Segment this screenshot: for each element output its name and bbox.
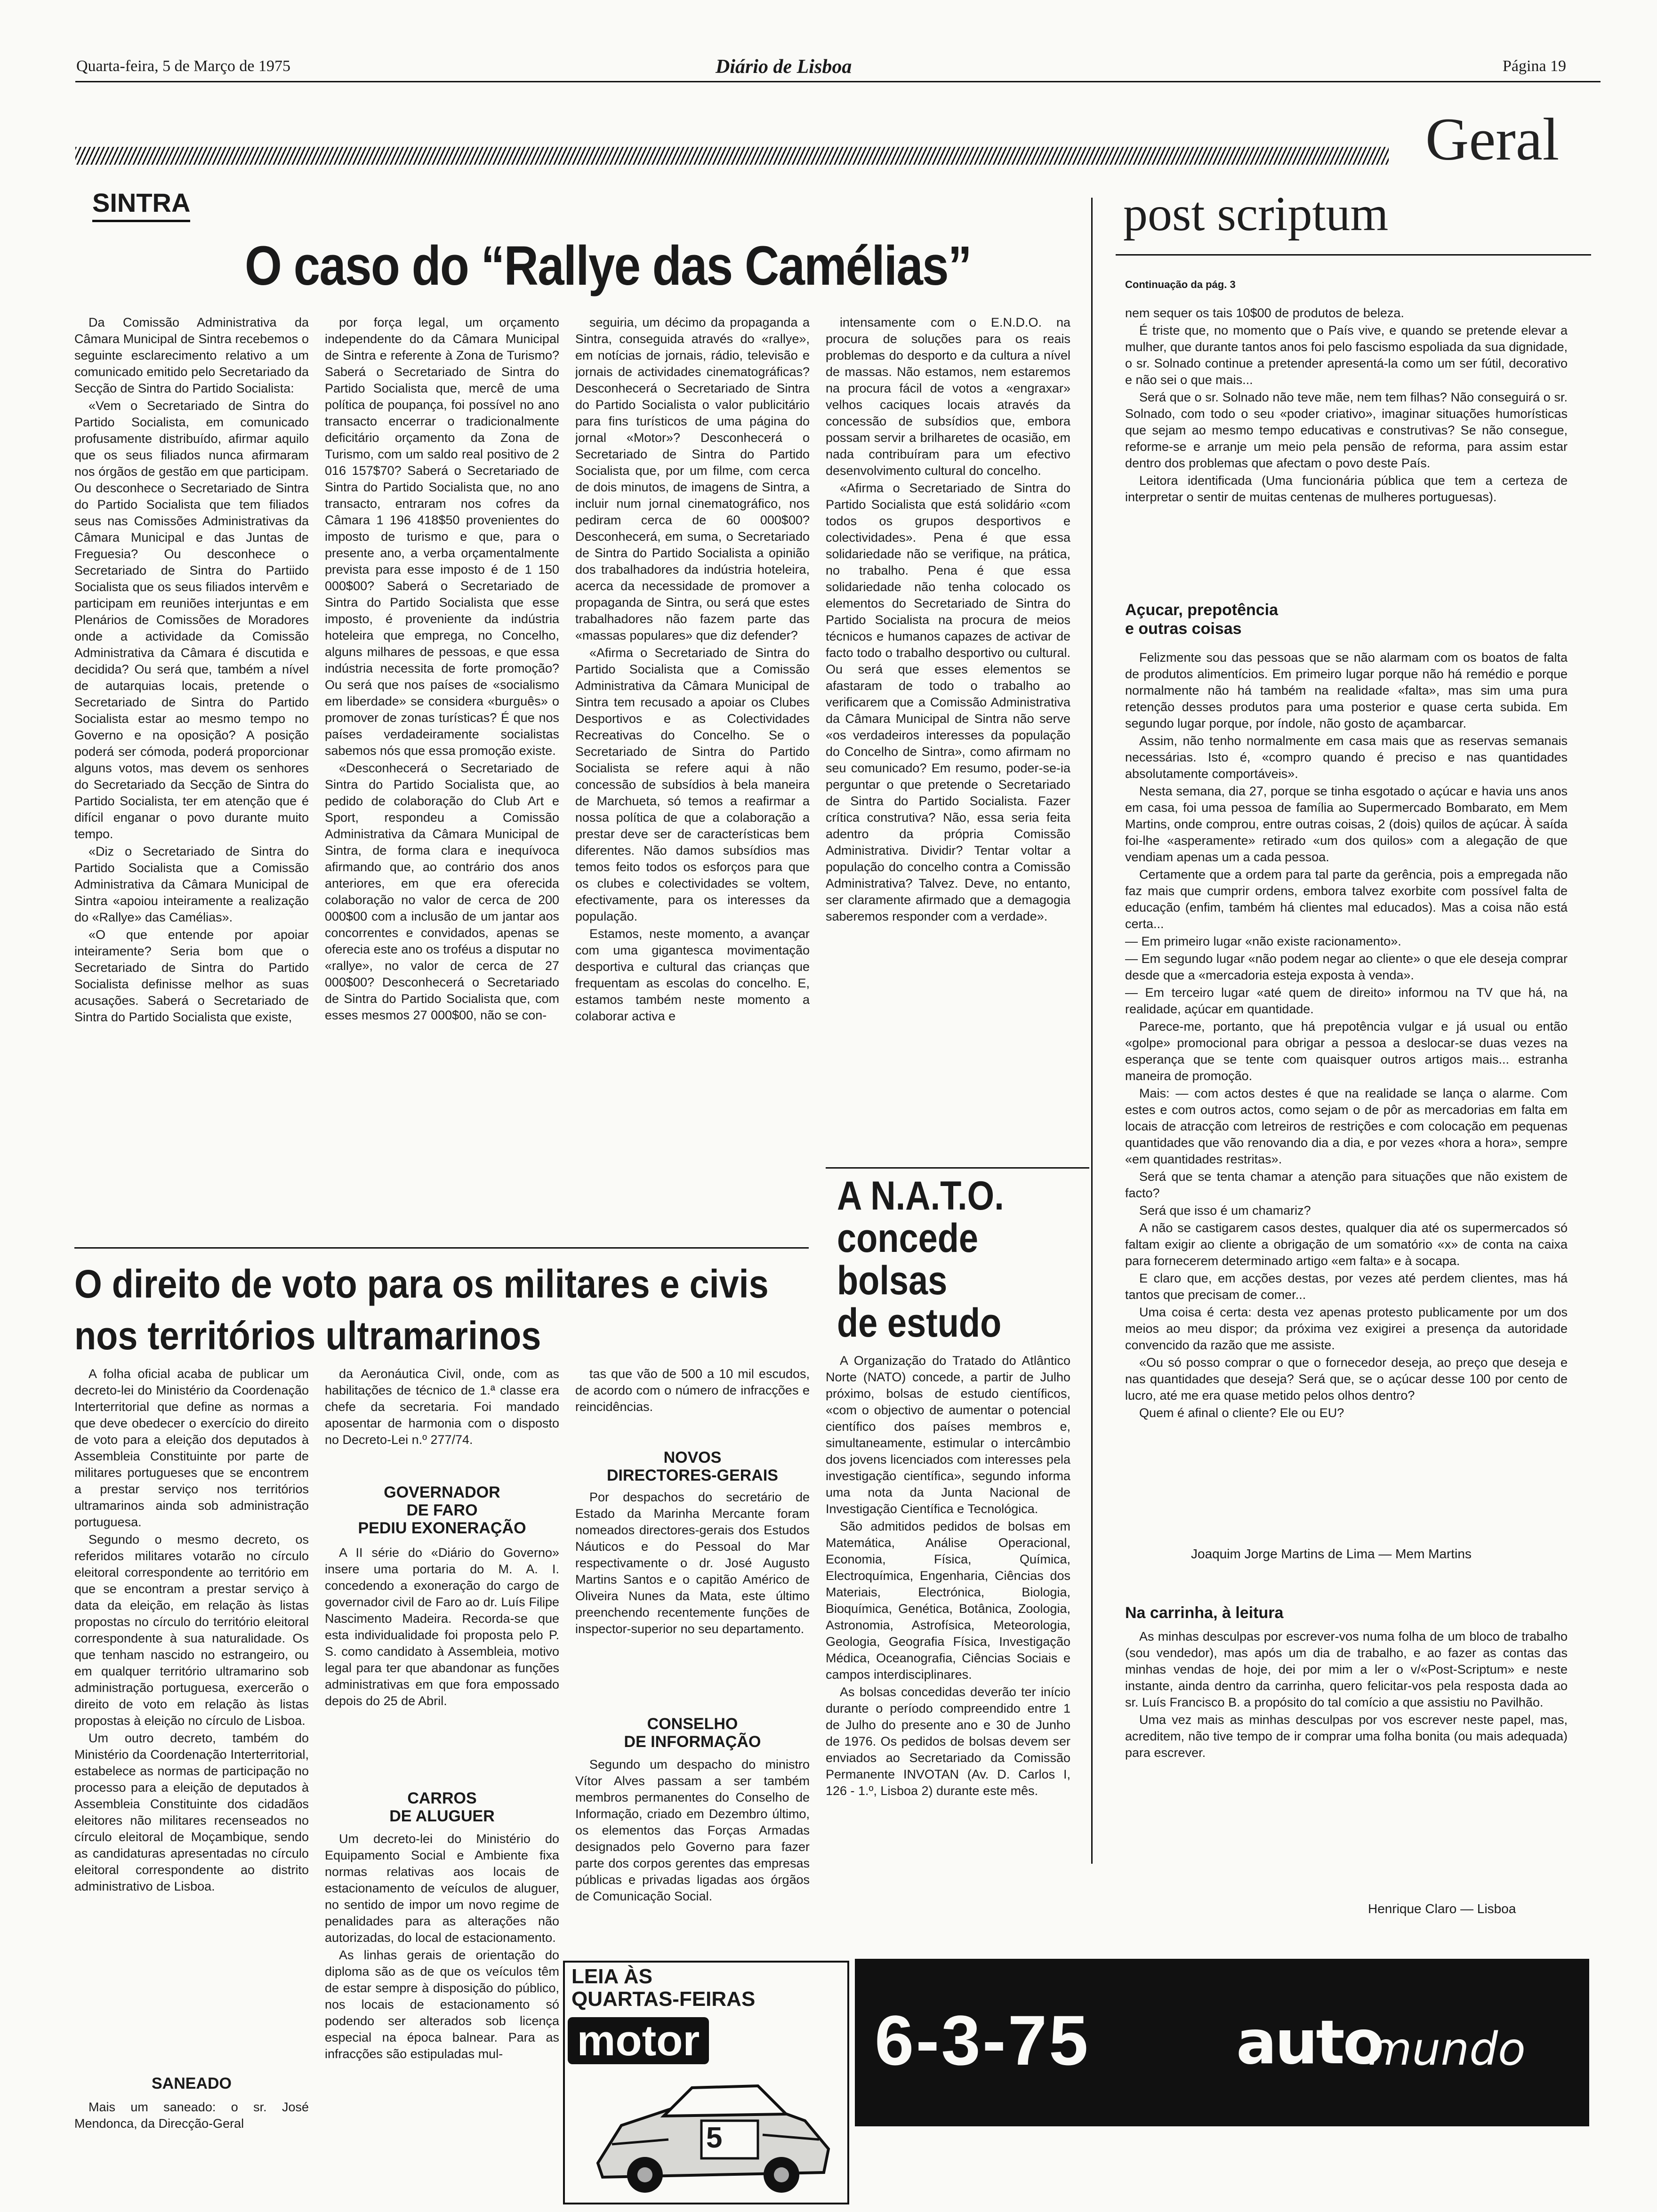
acucar-text: Felizmente sou das pessoas que se não alarmam com os boatos de falta de produtos alimentícios. Em primeiro lugar porque não há remédio e porque normalmente não há também na realidade «falta», mas sim uma pura retenção desses produtos para uma posterior e quase certa subida. Em segundo lugar porque, por índole, não gosto de açambarcar. Assim, não tenho normalmente em casa mais que as reservas semanais necessárias. Isto é, «compro quando é preciso e nas quantidades absolutamente comportáveis». Nesta semana, dia 27, porque se tinha esgotado o açúcar e havia uns anos em casa, foi uma pessoa de família ao Supermercado Bombarato, em Mem Martins, onde comprou, entre outras coisas, 2 (dois) quilos de açúcar. À saída foi-lhe «asperamente» retirado «um dos quilos» com a alegação de que vendiam apenas um a cada pessoa. Certamente que a ordem para tal parte da gerência, pois a empregada não faz mais que cumprir ordens, embora talvez exorbite com possível falta de educação (enfim, também há clientes mal educados). Mas a coisa não está certa... — Em primeiro lugar «não existe racionamento». — Em segundo lugar «não podem negar ao cliente» o que ele deseja comprar desde que a «mercadoria esteja exposta à venda». — Em terceiro lugar «até quem de direito» informou na TV que há, na realidade, açúcar em quantidade. Parece-me, portanto, que há prepotência vulgar e já usual ou então «golpe» promocional para obrigar a pessoa a deslocar-se duas vezes na esperança que se tente com quaisquer outros artigos mais... estranha maneira de promoção. Mais: — com actos destes é que na realidade se lança o alarme. Com estes e com outros actos, como sejam o de pôr as mercadorias em falta em locais de atracção com letreiros de restrições e com colocação em pequenas quantidades que vão renovando dia a dia, e por vezes «hora a hora», sempre «em quantidades restritas». Será que se tenta chamar a atenção para situações que não existem de facto? Será que isso é um chamariz? A não se castigarem casos destes, qualquer dia até os supermercados só faltam exigir ao cliente a obrigação de um somatório «x» de conta na caixa para fornecerem determinado artigo «em falta» e à socapa. E claro que, em acções destas, por vezes até perdem clientes, mas há tantos que precisam de comer... Uma coisa é certa: desta vez apenas protesto publicamente por um dos meios ao meu dispor; da próxima vez exigirei a presença da autoridade convencido da razão que me assiste. «Ou só posso comprar o que o fornecedor deseja, ao preço que deseja e nas quantidades que deseja? Será que, se o açúcar desse 100 por cento de lucro, até me era quase metido pelos olhos dentro? Quem é afinal o cliente? Ele ou EU? <box>1125 650 1568 1420</box>
car-number: 5 <box>706 2122 723 2154</box>
conselho-text: Segundo um despacho do ministro Vítor Alves passam a ser também membros permanentes do Conselho de Informação, criado em Dezembro último, os elementos das Forças Armadas designados pelo Governo para fazer parte dos corpos gerentes das empresas públicas e privadas ligadas aos órgãos de Comunicação Social. <box>575 1757 810 1903</box>
faro-text: A II série do «Diário do Governo» insere uma portaria do M. A. I. concedendo a exoneração do cargo de governador civil de Faro ao dr. Luís Filipe Nascimento Madeira. Recorda-se que esta individualidade foi proposta pelo P. S. como candidato à Assembleia, motivo legal para ter que abandonar as funções administrativas em que fora empossado depois do 25 de Abril. <box>325 1546 559 1708</box>
automundo-logo-auto: auto <box>1236 2008 1383 2078</box>
acucar-subhead: Açucar, prepotência e outras coisas <box>1125 601 1279 638</box>
saneado-subhead: SANEADO <box>151 2075 232 2092</box>
nato-text: A Organização do Tratado do Atlântico Norte (NATO) concede, a partir de Julho próximo, bolsas de estudo científicos, «com o objectivo de aumentar o potencial científico dos países membros e, simultaneamente, estimular o intercâmbio dos jovens licenciados com interesses pela investigação científica», segundo informa uma nota da Junta Nacional de Investigação Científica e Tecnológica. São admitidos pedidos de bolsas em Matemática, Análise Operacional, Economia, Física, Química, Electroquímica, Engenharia, Ciências dos Materiais, Electrónica, Biologia, Bioquímica, Genética, Botânica, Zoologia, Astronomia, Astrofísica, Meteorologia, Geologia, Geografia Física, Investigação Médica, Oceanografia, Ciências Sociais e campos interdisciplinares. As bolsas concedidas deverão ter início durante o período compreendido entre 1 de Julho do presente ano e 30 de Junho de 1976. Os pedidos de bolsas devem ser enviados ao Secretariado da Comissão Permanente INVOTAN (Av. D. Carlos I, 126 - 1.º, Lisboa 2) durante este mês. <box>826 1354 1070 1798</box>
masthead-rule <box>75 81 1601 82</box>
sintra-column-4: intensamente com o E.N.D.O. na procura de soluções para os reais problemas do desporto e da cultura a nível de massas. Não estamos, nem estaremos na procura fácil de votos a «engraxar» velhos caciques locais através da concessão de subsídios que, embora possam servir a brilharetes de ocasião, em nada contribuíram para um efectivo desenvolvimento cultural do concelho. «Afirma o Secretariado de Sintra do Partido Socialista que está solidário «com todos os grupos desportivos e colectividades». Pena é que essa solidariedade não se verifique, na prática, no trabalho. Pena é que essa solidariedade não tenha colocado os elementos do Secretariado de Sintra do Partido Socialista na procura de meios técnicos e humanos capazes de activar de facto todo o trabalho desportivo ou cultural. Ou será que esses elementos se afastaram de todo o trabalho ao verificarem que a Comissão Administrativa da Câmara Municipal de Sintra não serve «os verdadeiros interesses da população do Concelho de Sintra», como afirmam no seu comunicado? Em resumo, poder-se-ia perguntar o que pretende o Secretariado de Sintra do Partido Socialista. Fazer crítica construtiva? Não, essa seria feita adentro da própria Comissão Administrativa. Dividir? Tentar voltar a população do concelho contra a Comissão Administrativa? Talvez. Deve, no entanto, ser claramente afirmado que a demagogia saberemos responder com a verdade». <box>826 315 1070 923</box>
automundo-advert <box>855 1959 1589 2126</box>
automundo-logo <box>1236 2008 1561 2078</box>
motor-advert <box>563 1961 849 2204</box>
acucar-signature: Joaquim Jorge Martins de Lima — Mem Martins <box>1191 1547 1472 1561</box>
carrinha-subhead: Na carrinha, à leitura <box>1125 1604 1284 1622</box>
divider-sintra-bottom <box>74 1247 809 1249</box>
postscriptum-intro: nem sequer os tais 10$00 de produtos de beleza. É triste que, no momento que o País vive, e quando se pretende elevar a mulher, que durante tantos anos foi pelo fascismo espoliada da sua dignidade, o sr. Solnado continue a pretender apresentá-la como um ser fútil, decorativo e não sei o que mais... Será que o sr. Solnado não teve mãe, nem tem filhas? Não conseguirá o sr. Solnado, com todo o seu «poder criativo», imaginar situações humorísticas que sejam ao mesmo tempo educativas e construtivas? Se não consegue, reforme-se e arranje um meio pela pensão de reforma, para assim estar dentro dos problemas que afectam o povo deste País. Leitora identificada (Uma funcionária pública que tem a certeza de interpretar o sentir de muitas centenas de mulheres portuguesas). <box>1125 306 1568 504</box>
sintra-column-2: por força legal, um orçamento independente do da Câmara Municipal de Sintra e referente à Zona de Turismo? Saberá o Secretariado de Sintra do Partido Socialista que, mercê de uma política de poupança, foi possível no ano transacto encerrar o tradicionalmente deficitário orçamento da Zona de Turismo, com um saldo real positivo de 2 016 157$70? Saberá o Secretariado de Sintra do Partido Socialista que, no ano transacto, entraram nos cofres da Câmara 1 196 418$50 provenientes do imposto de turismo e que, para o presente ano, a verba orçamentalmente prevista para esse imposto é de 1 150 000$00? Saberá o Secretariado de Sintra do Partido Socialista que esse imposto, é proveniente da indústria hoteleira que emprega, no Concelho, alguns milhares de pessoas, e que essa indústria necessita de forte promoção? Ou será que nos países de «socialismo em liberdade» se considera «burguês» o promover de zonas turísticas? É que nos países verdadeiramente socialistas sabemos nós que essa promoção existe. «Desconhecerá o Secretariado de Sintra do Partido Socialista que, ao pedido de colaboração do Club Art e Sport, respondeu a Comissão Administrativa da Câmara Municipal de Sintra, de forma clara e inequívoca afirmando que, ao contrário dos anos anteriores, em que era oferecida colaboração no valor de cerca de 200 000$00 com a inclusão de um jantar aos concorrentes e convidados, apenas se oferecia este ano os troféus a disputar no «rallye», no valor de cerca de 27 000$00? Desconhecerá o Secretariado de Sintra do Partido Socialista que, com esses mesmos 27 000$00, não se con- <box>325 315 559 1022</box>
nato-title: A N.A.T.O. concede bolsas de estudo <box>837 1173 1004 1346</box>
postscriptum-title: post scriptum <box>1123 187 1389 241</box>
carros-subhead: CARROS DE ALUGUER <box>389 1789 495 1825</box>
advert-date: 6-3-75 <box>875 2001 1090 2080</box>
advert-leia-line2: QUARTAS-FEIRAS <box>571 1988 756 2011</box>
sintra-kicker: SINTRA <box>92 187 190 222</box>
divider-nato-top <box>826 1167 1089 1169</box>
conselho-subhead: CONSELHO DE INFORMAÇÃO <box>624 1715 761 1751</box>
header-hatch-band <box>75 147 1389 165</box>
carros-text: Um decreto-lei do Ministério do Equipamento Social e Ambiente fixa normas relativas aos locais de estacionamento de veículos de aluguer, no sentido de impor um novo regime de penalidades para as alterações não autorizadas, do local de estacionamento. As linhas gerais de orientação do diploma são as de que os veículos têm de estar sempre à disposição do público, nos locais de estacionamento só podendo ser alterados sob licença especial na época balnear. Para as infracções são estipuladas mul- <box>325 1832 559 2061</box>
militares-column-1: A folha oficial acaba de publicar um decreto-lei do Ministério da Coordenação Interterritorial que define as normas a que deve obedecer o exercício do direito de voto para a eleição dos deputados à Assembleia Constituinte por parte de militares portugueses que se encontrem a prestar serviço nos territórios ultramarinos ainda sob administração portuguesa. Segundo o mesmo decreto, os referidos militares votarão no círculo eleitoral correspondente ao território em que se encontram a prestar serviço à data da eleição, em relação às listas propostas no círculo do território eleitoral correspondente à sua naturalidade. Os que tenham nascido no estrangeiro, ou em qualquer território ultramarino sob administração portuguesa, exercerão o direito de voto em relação às listas propostas à eleição no círculo de Lisboa. Um outro decreto, também do Ministério da Coordenação Interterritorial, estabelece as normas de participação no processo para a eleição de deputados à Assembleia Constituinte dos cidadãos eleitores não militares recenseados no círculo eleitoral de Moçambique, sendo as candidaturas apresentadas no círculo eleitoral correspondente ao distrito administrativo de Lisboa. <box>74 1367 309 1893</box>
section-title: Geral <box>1425 106 1560 173</box>
postscriptum-title-rule <box>1116 254 1591 256</box>
militares-title-line1: O direito de voto para os militares e civis <box>74 1262 769 1306</box>
militares-title-line2: nos territórios ultramarinos <box>74 1314 541 1358</box>
sintra-column-3: seguiria, um décimo da propaganda a Sintra, conseguida através do «rallye», em notícias de jornais, rádio, televisão e jornais de actividades cinematográficas? Desconhecerá o Secretariado de Sintra do Partido Socialista o valor publicitário para fins turísticos de uma página do jornal «Motor»? Desconhecerá o Secretariado de Sintra do Partido Socialista que, por um filme, com cerca de dois minutos, de imagens de Sintra, a incluir num jornal cinematográfico, nos pediram cerca de 60 000$00? Desconhecerá, em suma, o Secretariado de Sintra do Partido Socialista a opinião dos trabalhadores da indústria hoteleira, acerca da necessidade de promover a propaganda de Sintra, ou será que estes trabalhadores não fazem parte das «massas populares» que diz defender? «Afirma o Secretariado de Sintra do Partido Socialista que a Comissão Administrativa da Câmara Municipal de Sintra tem recusado a apoiar os Clubes Desportivos e as Colectividades Recreativas do Concelho. Se o Secretariado de Sintra do Partido Socialista se refere aqui à não concessão de subsídios à bela maneira de Marchueta, só temos a reafirmar a nossa política de que a colaboração a prestar deve ser de características bem diferentes. Não damos subsídios mas temos feito todos os esforços para que os clubes e colectividades se voltem, efectivamente, para os interesses da população. Estamos, neste momento, a avançar com uma gigantesca movimentação desportiva e cultural das crianças que frequentam as escolas do concelho. E, estamos também neste momento a colaborar activa e <box>575 315 810 1023</box>
newspaper-name: Diário de Lisboa <box>716 56 852 78</box>
carrinha-text: As minhas desculpas por escrever-vos numa folha de um bloco de trabalho (sou vendedor), mas após um dia de trabalho, e ao fazer as contas das minhas vendas de hoje, dei por mim a ler o v/«Post-Scriptum» e neste instante, ainda dentro da carrinha, quero felicitar-vos pela resposta dada ao sr. Luís Francisco B. a propósito do tal comício a que assistiu no Pavilhão. Uma vez mais as minhas desculpas por vos escrever neste papel, mas, acreditem, não tive tempo de ir comprar uma folha bonita (ou mais adequada) para escrever. <box>1125 1629 1568 1760</box>
advert-leia-line1: LEIA ÀS <box>571 1965 652 1988</box>
militares-column-3-intro: tas que vão de 500 a 10 mil escudos, de acordo com o número de infracções e reincidências. <box>575 1367 810 1414</box>
saneado-text: Mais um saneado: o sr. José Mendonca, da Direcção-Geral <box>74 2100 309 2131</box>
militares-column-2-intro: da Aeronáutica Civil, onde, com as habilitações de técnico de 1.ª classe era chefe da secretaria. Foi mandado aposentar de harmonia com o disposto no Decreto-Lei n.º 277/74. <box>325 1367 559 1447</box>
issue-date: Quarta-feira, 5 de Março de 1975 <box>76 57 291 75</box>
carrinha-signature: Henrique Claro — Lisboa <box>1368 1901 1516 1916</box>
directores-subhead: NOVOS DIRECTORES-GERAIS <box>607 1449 778 1484</box>
sintra-column-1: Da Comissão Administrativa da Câmara Municipal de Sintra recebemos o seguinte esclarecimento relativo a um comunicado emitido pelo Secretariado da Secção de Sintra do Partido Socialista: «Vem o Secretariado de Sintra do Partido Socialista, em comunicado profusamente distribuído, afirmar aquilo que os seus filiados nunca afirmaram nos órgãos de gestão em que participam. Ou desconhece o Secretariado de Sintra do Partido Socialista que tem filiados seus nas Comissões Administrativas da Câmara Municipal e das Juntas de Freguesia? Ou desconhece o Secretariado de Sintra do Partiido Socialista que os seus filiados intervêm e participam em reuniões interjuntas e em Plenários de Comissões de Moradores onde a actividade da Comissão Administrativa da Câmara é discutida e decidida? Ou será que, também a nível de autarquias locais, pretende o Secretariado de Sintra do Partido Socialista estar ao mesmo tempo no Governo e na oposição? A posição poderá ser cómoda, poderá proporcionar alguns votos, mas devem os senhores do Secretariado da Secção de Sintra do Partido Socialista, ter em atenção que é difícil enganar o povo durante muito tempo. «Diz o Secretariado de Sintra do Partido Socialista que a Comissão Administrativa da Câmara Municipal de Sintra «apoiou inteiramente a realização do «Rallye» das Camélias». «O que entende por apoiar inteiramente? Seria bom que o Secretariado de Sintra do Partido Socialista definisse melhor as suas acusações. Saberá o Secretariado de Sintra do Partido Socialista que existe, <box>74 315 309 1024</box>
automundo-logo-mundo: mundo <box>1368 2023 1526 2076</box>
continuation-note: Continuação da pág. 3 <box>1125 279 1236 290</box>
directores-text: Por despachos do secretário de Estado da Marinha Mercante foram nomeados directores-gerais dos Estudos Náuticos e do Pessoal do Mar respectivamente o dr. José Augusto Martins Santos e o capitão Américo de Oliveira Nunes da Mata, este último preenchendo recentemente funções de inspector-superior no seu departamento. <box>575 1490 810 1636</box>
faro-subhead: GOVERNADOR DE FARO PEDIU EXONERAÇÃO <box>358 1483 526 1537</box>
sintra-title: O caso do “Rallye das Camélias” <box>245 235 971 297</box>
page-number: Página 19 <box>1503 57 1567 75</box>
motor-logo: motor <box>568 2017 709 2064</box>
divider-column-right <box>1091 198 1093 1864</box>
